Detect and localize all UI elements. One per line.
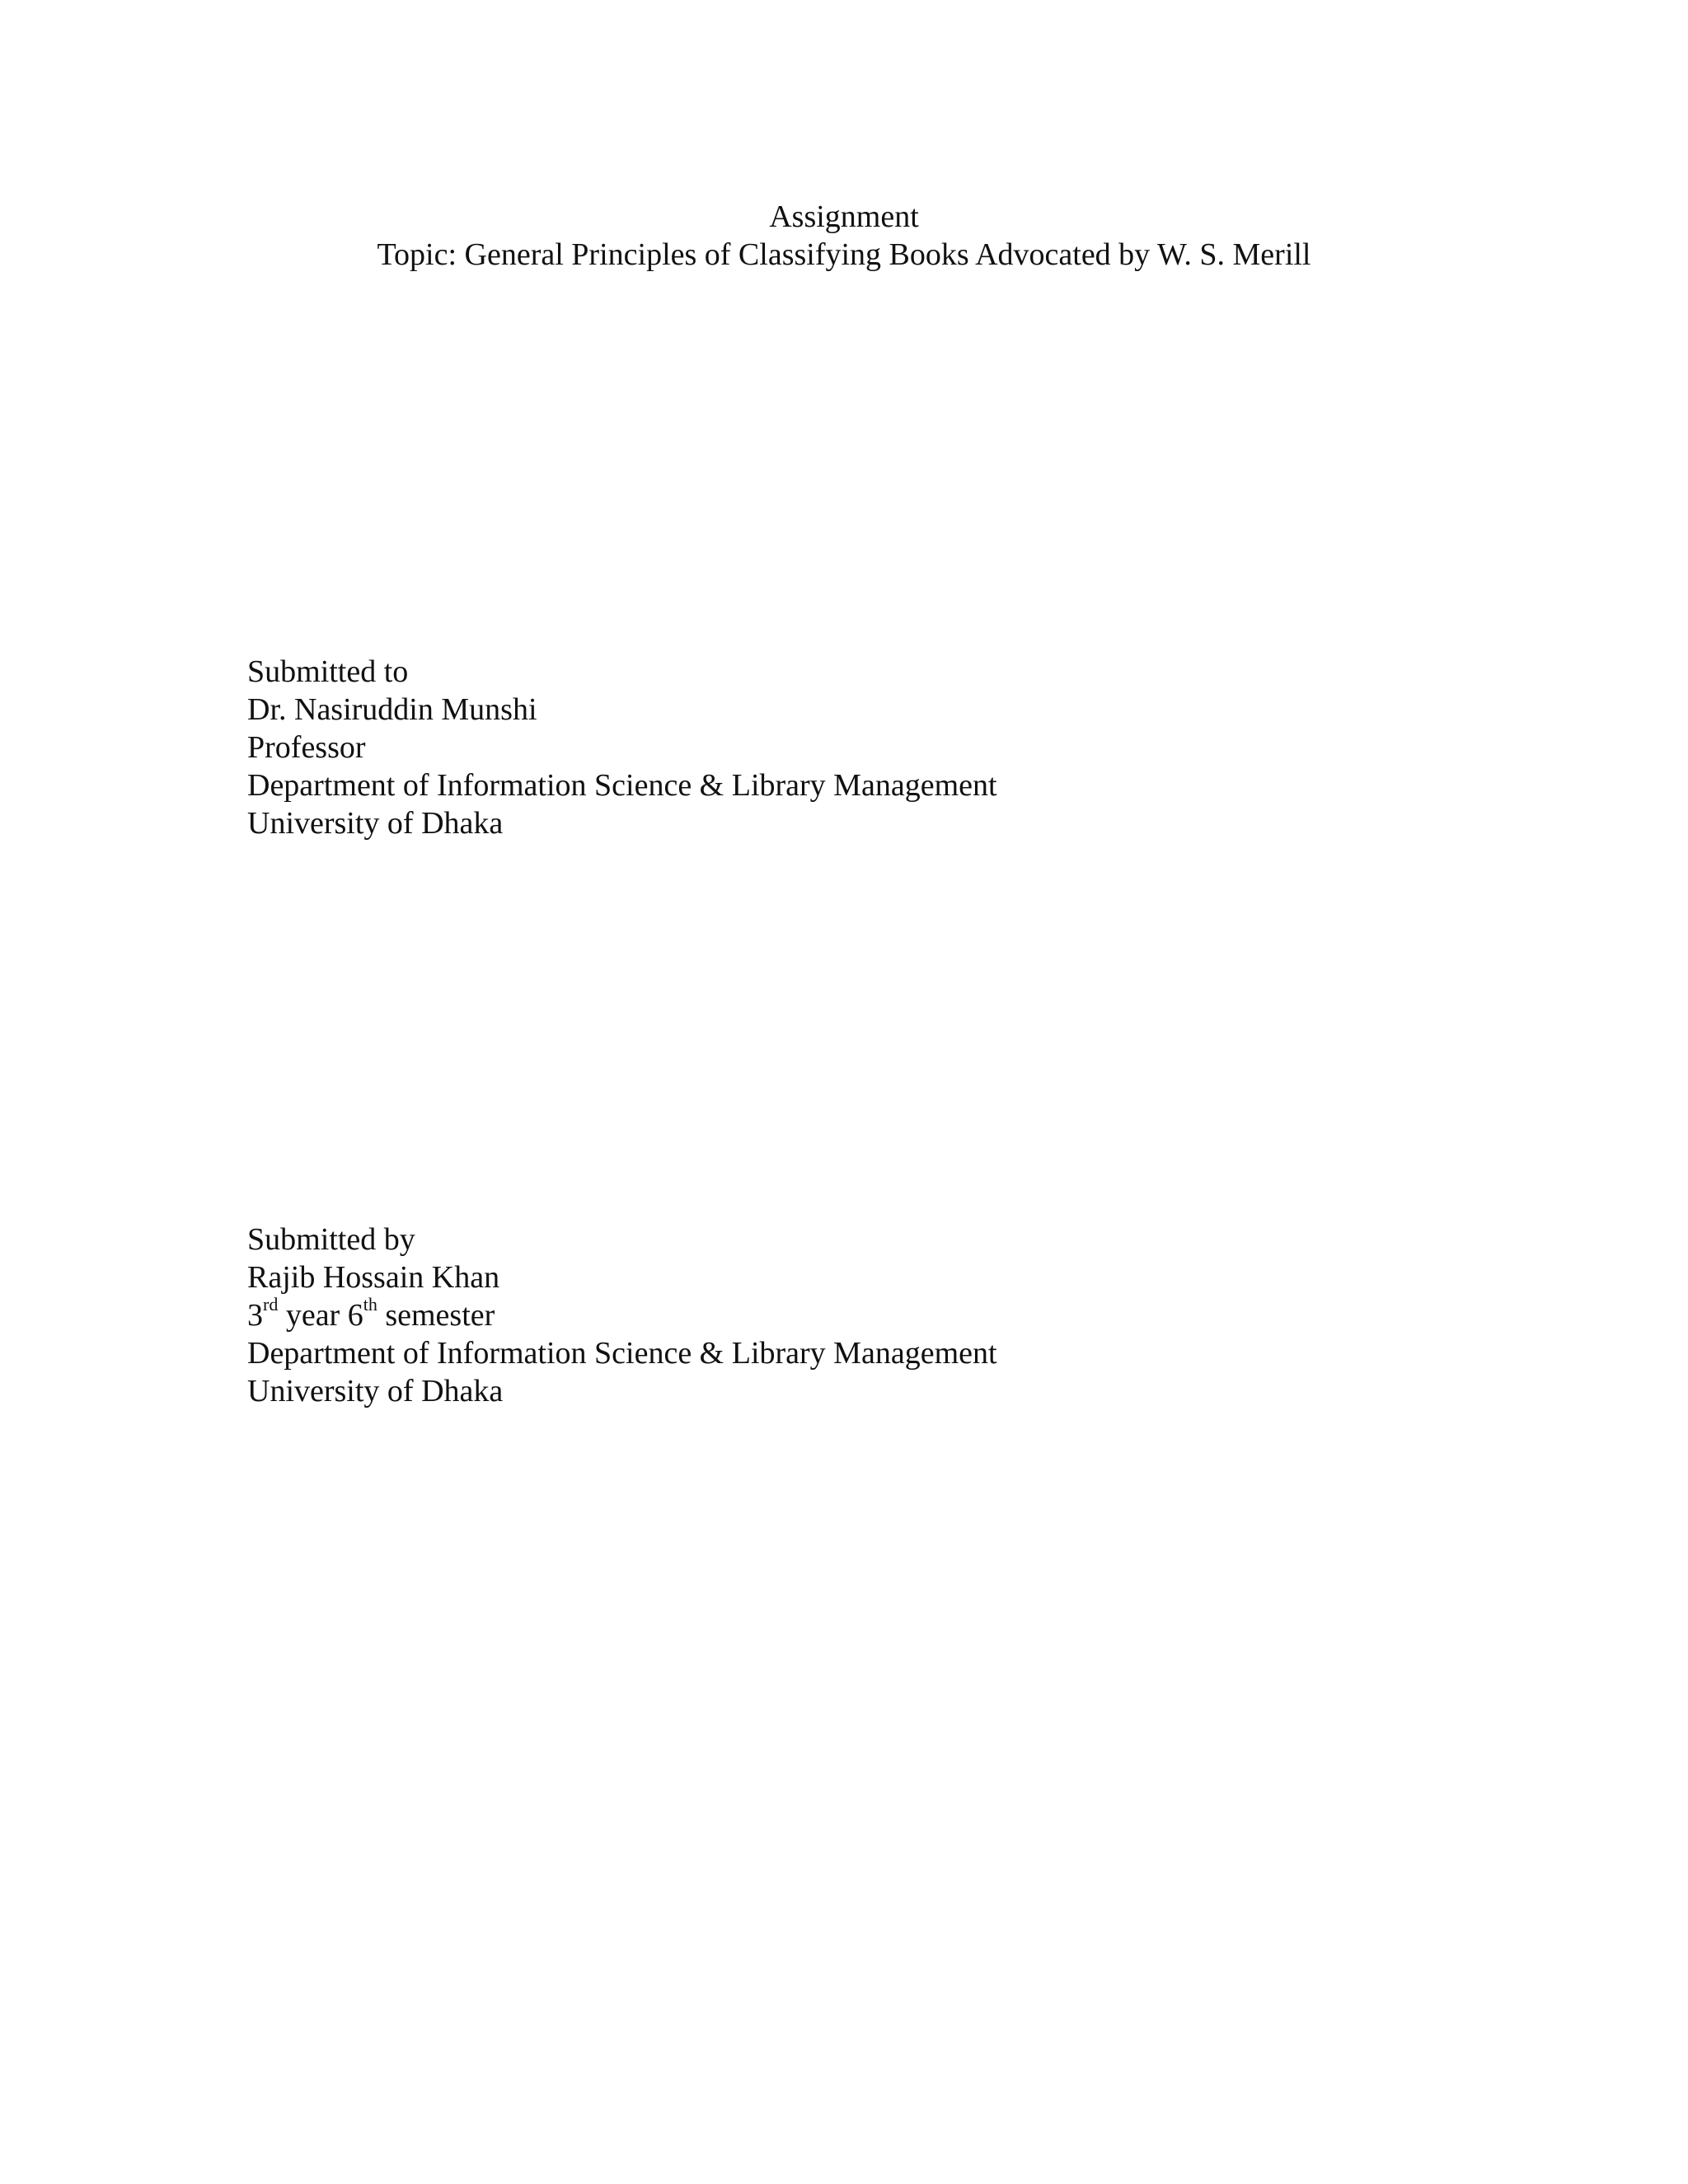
submitted-by-block: [247, 1221, 997, 1410]
recipient-designation: Professor: [247, 730, 366, 765]
recipient-name: Dr. Nasiruddin Munshi: [247, 692, 537, 727]
submitted-to-block: [247, 653, 997, 842]
title-block: [0, 198, 1688, 274]
submitted-by-heading: Submitted by: [247, 1222, 415, 1257]
assignment-title: Assignment: [769, 199, 919, 234]
submitted-to-heading: Submitted to: [247, 654, 409, 689]
recipient-department: Department of Information Science & Library Management: [247, 768, 997, 803]
year-suffix: rd: [263, 1294, 279, 1315]
student-university: University of Dhaka: [247, 1374, 504, 1408]
student-name: Rajib Hossain Khan: [247, 1260, 500, 1295]
year-number: 3: [247, 1298, 263, 1333]
semester-suffix: th: [363, 1294, 377, 1315]
student-year-semester: [247, 1296, 997, 1334]
semester-word: semester: [377, 1298, 495, 1333]
assignment-topic: Topic: General Principles of Classifying Books Advocated by W. S. Merill: [377, 237, 1311, 272]
student-department: Department of Information Science & Library Management: [247, 1336, 997, 1371]
year-word: year: [278, 1298, 348, 1333]
recipient-university: University of Dhaka: [247, 806, 504, 841]
semester-number: 6: [347, 1298, 363, 1333]
